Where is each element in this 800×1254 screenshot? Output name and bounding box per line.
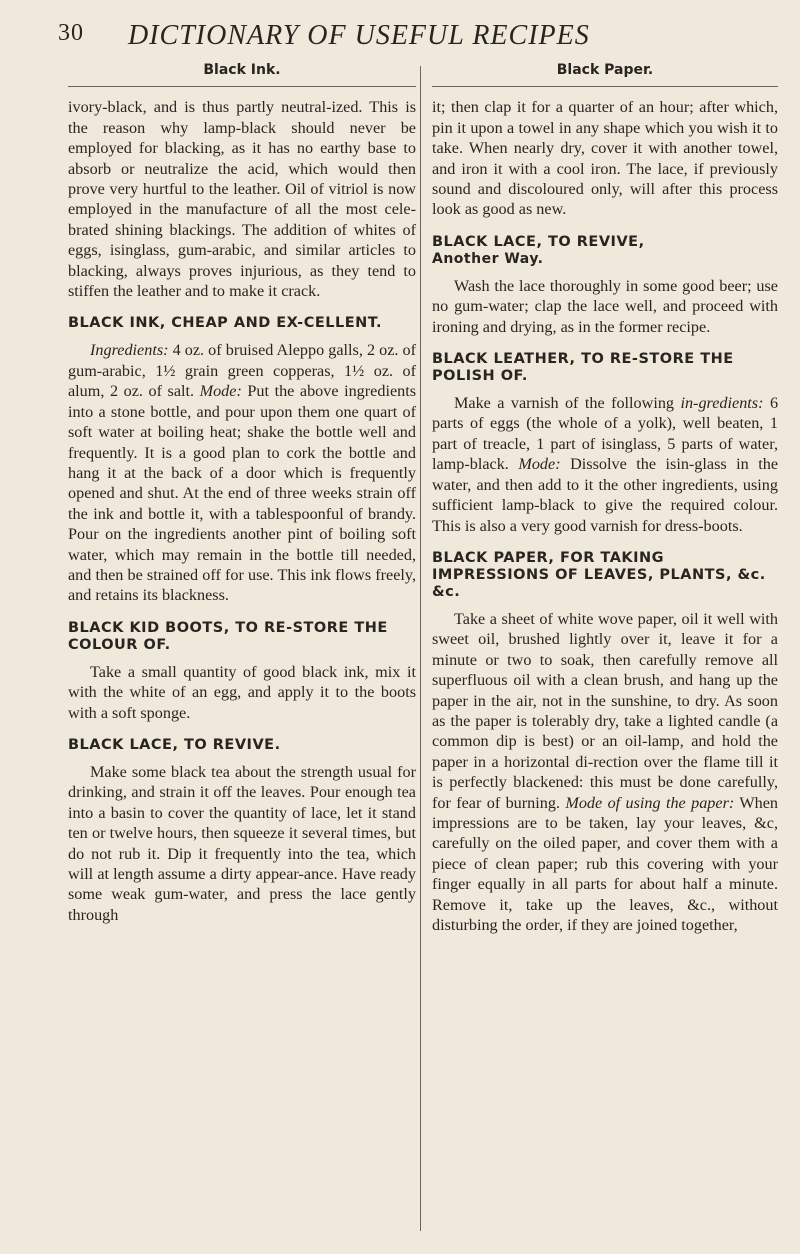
left-paragraph-3: Take a small quantity of good black ink, mix it with the white of an egg, and apply it to the boots with a soft sponge. <box>68 662 416 722</box>
left-column-head: Black Ink. <box>68 60 416 87</box>
page-header <box>58 20 760 54</box>
heading-kid-boots: BLACK KID BOOTS, TO RE-STORE THE COLOUR OF. <box>68 619 388 653</box>
paper-text: Take a sheet of white wove paper, oil it well with sweet oil, brushed lightly over it, leave it for a minute or two to soak, then carefully remove all superfluous oil with a clean brush, and hang up the paper in the air, not in the sunshine, to dry. As soon as the paper is tolerably dry, take a lighted candle (a common dip is best) or an oil-lamp, and hold the paper in a horizontal di-rection over the flame till it is perfectly blackened: this must be done carefully, for fear of burning. <box>432 609 778 812</box>
right-column-head: Black Paper. <box>432 60 778 87</box>
mode-text: Put the above ingredients into a stone bottle, and pour upon them one quart of soft water at boiling heat; shake the bottle well and frequently. It is a good plan to cork the bottle and hang it at the back of a door which is frequently opened and shut. At the end of three weeks strain off the ink and bottle it, with a tablespoonful of brandy. Pour on the ingredients another pint of boiling soft water, which may remain in the bottle till needed, and then be strained off for use. This ink flows freely, and retains its blackness. <box>68 382 417 605</box>
heading-lace-sub: Another Way. <box>432 250 544 267</box>
heading-lace-another-way <box>432 234 778 268</box>
left-paragraph-2 <box>68 340 416 605</box>
label-ingredients: Ingredients: <box>90 341 169 360</box>
left-column <box>68 60 416 935</box>
heading-black-leather: BLACK LEATHER, TO RE-STORE THE POLISH OF. <box>432 351 734 385</box>
heading-black-lace: BLACK LACE, TO REVIVE. <box>68 736 281 753</box>
left-paragraph-4: Make some black tea about the strength usual for drinking, and strain it off the leaves. Pour enough tea into a basin to cover the quantity of lace, let it stand ten or twelve hours, then squeeze it several times, but do not rub it. Dip it frequently into the tea, which will at length assume a dirty appear-ance. Have ready some weak gum-water, and press the lace gently through <box>68 762 416 924</box>
left-paragraph-1: ivory-black, and is thus partly neutral-ized. This is the reason why lamp-black should never be employed for blacking, as it has no earthy base to absorb or neutralize the acid, which would then prove very hurtful to the leather. Oil of vitriol is now employed in the manufacture of all the most cele-brated shining blackings. The addition of whites of eggs, isinglass, gum-arabic, and similar articles to blacking, always proves injurious, as they tend to stiffen the leather and to make it crack. <box>68 98 416 301</box>
label-mode: Mode: <box>199 382 242 401</box>
heading-lace-title: BLACK LACE, TO REVIVE, <box>432 233 645 250</box>
ingredients-text: 4 oz. of bruised Aleppo galls, 2 oz. of gum-arabic, 1½ grain green copperas, 1½ oz. of alum, 2 oz. of salt. <box>68 341 417 401</box>
right-paragraph-2: Wash the lace thoroughly in some good beer; use no gum-water; clap the lace well, and proceed with ironing and drying, as in the former recipe. <box>432 276 778 336</box>
heading-black-paper: BLACK PAPER, FOR TAKING IMPRESSIONS OF LEAVES, PLANTS, &c. &c. <box>432 549 766 600</box>
heading-black-ink: BLACK INK, CHEAP AND EX-CELLENT. <box>68 315 382 332</box>
label-mode-2: Mode: <box>518 455 561 474</box>
varnish-intro: Make a varnish of the following <box>454 394 675 413</box>
right-paragraph-4 <box>432 609 778 936</box>
paper-mode-text: When impressions are to be taken, lay your leaves, &c, carefully on the oiled paper, and cover them with a piece of clean paper; rub this covering with your finger equally in all parts for about half a minute. Remove it, take up the leaves, &c., without disturbing the order, if they are joined together, <box>432 793 778 934</box>
varnish-mode: Dissolve the isin-glass in the water, and then add to it the other ingredients, using sufficient lamp-black to give the required colour. This is also a very good varnish for dress-boots. <box>432 455 779 535</box>
right-paragraph-1: it; then clap it for a quarter of an hour; after which, pin it upon a towel in any shape which you wish it to take. When nearly dry, cover it with another towel, and iron it with a cool iron. The lace, if previously sound and discoloured only, will after this process look as good as new. <box>432 98 778 219</box>
label-mode-of-using: Mode of using the paper: <box>565 793 735 812</box>
right-column <box>432 60 778 945</box>
column-divider <box>420 66 421 1231</box>
running-title: DICTIONARY OF USEFUL RECIPES <box>128 20 590 51</box>
varnish-ingredients: 6 parts of eggs (the whole of a yolk), well beaten, 1 part of treacle, 1 part of isinglass, 5 parts of water, lamp-black. <box>432 394 779 474</box>
page-number: 30 <box>58 20 84 46</box>
label-ingredients-2: in-gredients: <box>680 394 764 413</box>
right-paragraph-3 <box>432 393 778 536</box>
